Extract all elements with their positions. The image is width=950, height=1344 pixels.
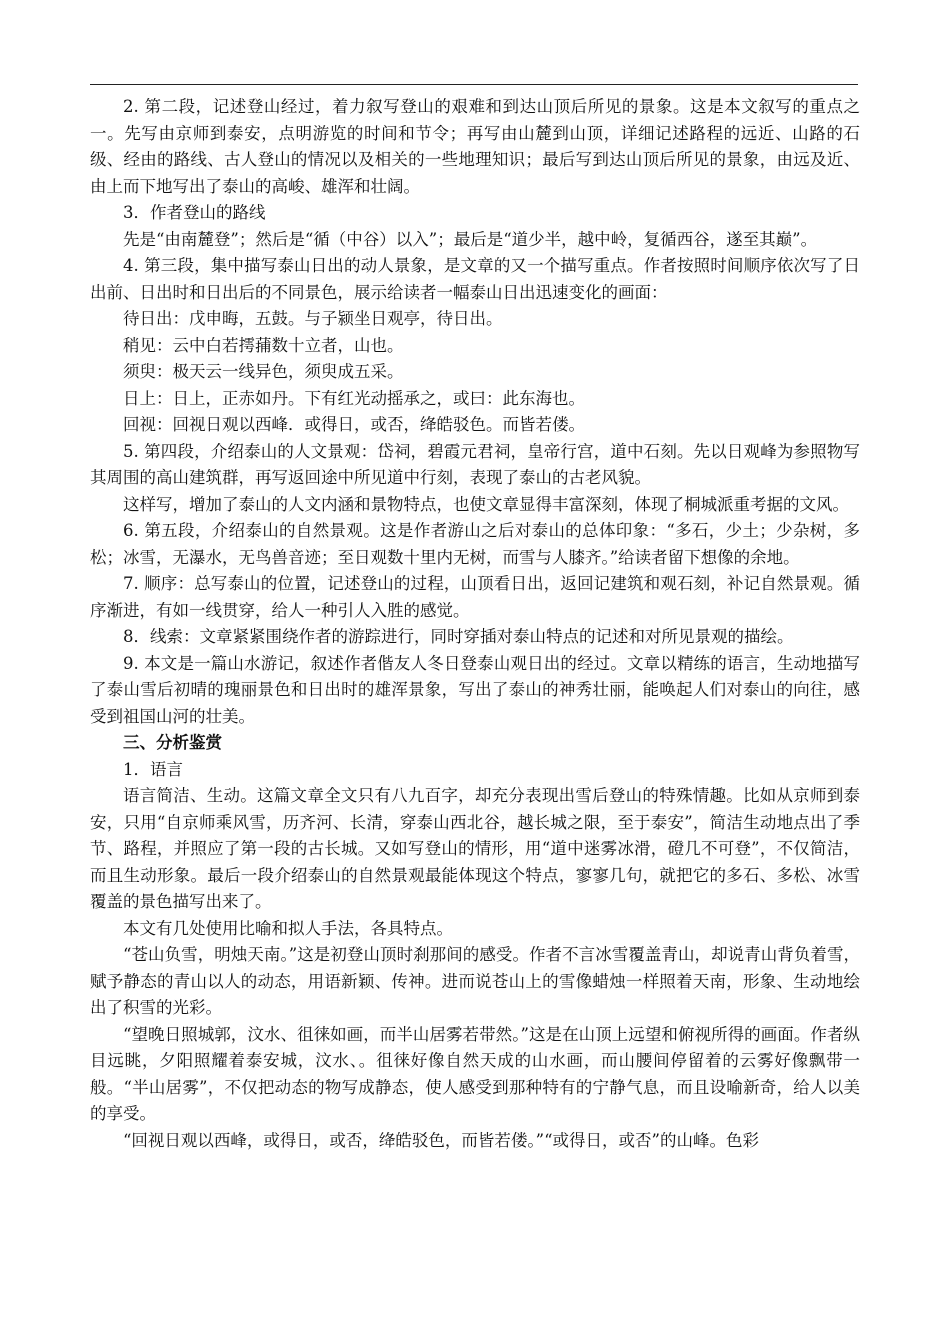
paragraph-cangshan: “苍山负雪，明烛天南。”这是初登山顶时刹那间的感受。作者不言冰雪覆盖青山，却说青山背负着雪，赋予静态的青山以人的动态，用语新颖、传神。进而说苍山上的雪像蜡烛一样照着天南，形象、生动地绘出了积雪的光彩。: [90, 945, 860, 1017]
header-rule: [90, 84, 858, 85]
sunrise-moment: 须臾：极天云一线异色，须臾成五采。: [123, 362, 404, 381]
section-heading: 三、分析鉴赏: [123, 733, 222, 752]
paragraph-6: 6. 第五段，介绍泰山的自然景观。这是作者游山之后对泰山的总体印象：“多石，少土；少杂树，多松；冰雪，无瀑水，无鸟兽音迹；至日观数十里内无树，而雪与人膝齐。”给读者留下想像的余地。: [90, 521, 860, 567]
sunrise-wait: 待日出：戊申晦，五鼓。与子颍坐日观亭，待日出。: [123, 309, 503, 328]
sunrise-rise: 日上：日上，正赤如丹。下有红光动摇承之，或曰：此东海也。: [123, 388, 585, 408]
subsection-language: 1．语言: [123, 759, 183, 779]
paragraph-huishi: “回视日观以西峰，或得日，或否，绛皓驳色，而皆若偻。”“或得日，或否”的山峰。色彩: [123, 1130, 759, 1150]
sunrise-glimpse: 稍见：云中白若摴蒱数十立者，山也。: [123, 335, 404, 355]
paragraph-8: 8．线索：文章紧紧围绕作者的游踪进行，同时穿插对泰山特点的记述和对所见景观的描绘。: [123, 627, 794, 646]
document-body: [90, 94, 860, 1154]
paragraph-language: 语言简洁、生动。这篇文章全文只有八九百字，却充分表现出雪后登山的特殊情趣。比如从京师到泰安，只用“自京师乘风雪，历齐河、长清，穿泰山西北谷，越长城之限，至于泰安”，简洁生动地点出了季节、路程，并照应了第一段的古长城。又如写登山的情形，用“道中迷雾冰滑，磴几不可登”，不仅简洁，而且生动形象。最后一段介绍泰山的自然景观最能体现这个特点，寥寥几句，就把它的多石、多松、冰雪覆盖的景色描写出来了。: [90, 786, 860, 911]
paragraph-route: 先是“由南麓登”；然后是“循（中谷）以入”；最后是“道少半，越中岭，复循西谷，遂至其巅”。: [123, 229, 818, 249]
paragraph-5: 5. 第四段，介绍泰山的人文景观：岱祠，碧霞元君祠，皇帝行宫，道中石刻。先以日观峰为参照物写其周围的高山建筑群，再写返回途中所见道中行刻，表现了泰山的古老风貌。: [90, 441, 860, 487]
sunrise-lookback: 回视：回视日观以西峰．或得日，或否，绛皓驳色。而皆若偻。: [123, 415, 585, 434]
paragraph-3-heading: 3．作者登山的路线: [123, 203, 266, 222]
paragraph-5-note: 这样写，增加了泰山的人文内涵和景物特点，也使文章显得丰富深刻，体现了桐城派重考据的文风。: [123, 494, 849, 514]
paragraph-wanri: “望晚日照城郭，汶水、徂徕如画，而半山居雾若带然。”这是在山顶上远望和俯视所得的画面。作者纵目远眺，夕阳照耀着泰安城，汶水、。徂徕好像自然天成的山水画，而山腰间停留着的云雾好像飘带一般。“半山居雾”，不仅把动态的物写成静态，使人感受到那种特有的宁静气息，而且设喻新奇，给人以美的享受。: [90, 1024, 860, 1123]
paragraph-2: 2. 第二段，记述登山经过，着力叙写登山的艰难和到达山顶后所见的景象。这是本文叙写的重点之一。先写由京师到泰安，点明游览的时间和节令；再写由山麓到山顶，详细记述路程的远近、山路的石级、经由的路线、古人登山的情况以及相关的一些地理知识；最后写到达山顶后所见的景象，由远及近、由上而下地写出了泰山的高峻、雄浑和壮阔。: [90, 97, 860, 196]
paragraph-4: 4. 第三段，集中描写泰山日出的动人景象，是文章的又一个描写重点。作者按照时间顺序依次写了日出前、日出时和日出后的不同景色，展示给读者一幅泰山日出迅速变化的画面：: [90, 256, 860, 302]
paragraph-rhetoric: 本文有几处使用比喻和拟人手法，各具特点。: [123, 918, 453, 938]
paragraph-7: 7. 顺序：总写泰山的位置，记述登山的过程，山顶看日出，返回记建筑和观石刻，补记自然景观。循序渐进，有如一线贯穿，给人一种引人入胜的感觉。: [90, 574, 860, 620]
paragraph-9: 9. 本文是一篇山水游记，叙述作者偕友人冬日登泰山观日出的经过。文章以精练的语言，生动地描写了泰山雪后初晴的瑰丽景色和日出时的雄浑景象，写出了泰山的神秀壮丽，能唤起人们对泰山的向往，感受到祖国山河的壮美。: [90, 653, 860, 726]
